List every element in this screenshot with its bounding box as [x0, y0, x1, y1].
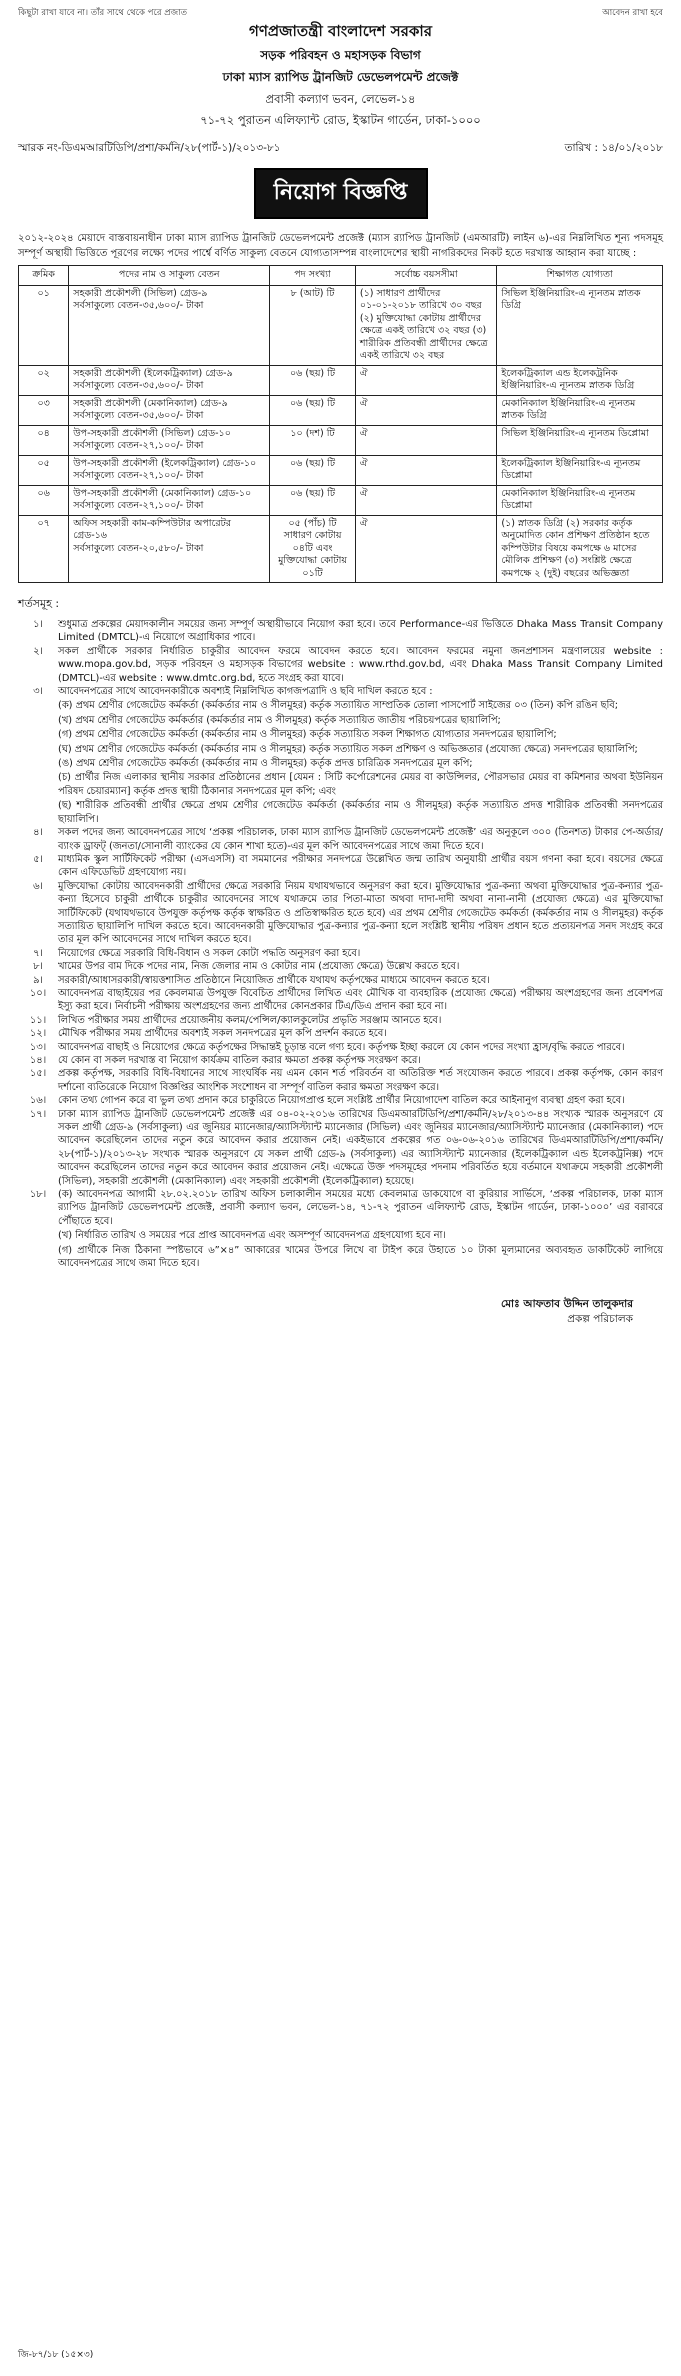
post-name: উপ-সহকারী প্রকৌশলী (সিভিল) গ্রেড-১০ [73, 427, 231, 439]
post-salary: সর্বসাকুল্যে বেতন-৩৫,৬০০/- টাকা [73, 410, 204, 421]
table-row [19, 425, 663, 455]
condition-number [18, 728, 58, 741]
condition-text: (চ) প্রার্থীর নিজ এলাকার স্থানীয় সরকার প্রতিষ্ঠানের প্রধান [যেমন : সিটি কর্পোরেশনের মেয়র বা কাউন্সিলর, পৌরসভার মেয়র বা কমিশনার অথবা ইউনিয়ন পরিষদ চেয়ারম্যান] কর্তৃক প্রদত্ত স্থায়ী ঠিকানার সনদপত্রের মূল কপি; এবং [58, 772, 663, 797]
age-cell [355, 485, 497, 515]
condition-text: (ঘ) প্রথম শ্রেণীর গেজেটেড কর্মকর্তা (কর্মকর্তার নাম ও সীলমুহর) কর্তৃক সত্যায়িত সকল প্রশিক্ষণ ও অভিজ্ঞতার (প্রযোজ্য ক্ষেত্রে) সনদপত্রের ছায়ালিপি; [58, 743, 638, 755]
age-cell [355, 395, 497, 425]
post-count: ৮ (আট) টি [290, 287, 335, 299]
condition-number: ৭। [33, 947, 43, 959]
age-limit: ঐ [359, 487, 368, 499]
post-count: ১০ (দশ) টি [290, 427, 335, 439]
condition-number: ১৮। [29, 1189, 47, 1201]
address: ৭১-৭২ পুরাতন এলিফ্যান্ট রোড, ইস্কাটন গার্ডেন, ঢাকা-১০০০ [200, 113, 481, 127]
qualification-cell [497, 515, 663, 583]
post-count: ০৬ (ছয়) টি [289, 367, 336, 379]
qualification: ইলেকট্রিক্যাল ইঞ্জিনিয়ারিং-এ ন্যূনতম ডিপ্লোমা [501, 457, 641, 481]
condition-item [18, 618, 663, 645]
condition-text: সরকারী/আধাসরকারী/স্বায়ত্তশাসিত প্রতিষ্ঠানে নিয়োজিত প্রার্থীকে যথাযথ কর্তৃপক্ষের মাধ্যমে আবেদন করতে হবে। [58, 974, 490, 986]
count-cell [270, 455, 356, 485]
page-title: নিয়োগ বিজ্ঞপ্তি [254, 168, 428, 219]
condition-text: খামের উপর বাম দিকে পদের নাম, নিজ জেলার নাম ও কোটার নাম (প্রযোজ্য ক্ষেত্রে) উল্লেখ করতে হবে। [58, 961, 460, 973]
condition-item [18, 1188, 663, 1228]
condition-text: শুধুমাত্র প্রকল্পের মেয়াদকালীন সময়ের জন্য সম্পূর্ণ অস্থায়ীভাবে নিয়োগ করা হবে। তবে Performance-এর ভিত্তিতে Dhaka Mass Transit Company Limited (DMTCL)-এ নিয়োগে অগ্রাধিকার পাবে। [58, 619, 663, 644]
age-limit: ঐ [359, 427, 368, 439]
condition-item [18, 757, 663, 770]
serial-cell [19, 485, 69, 515]
qualification: সিভিল ইঞ্জিনিয়ারিং-এ ন্যূনতম ডিপ্লোমা [501, 427, 649, 439]
post-cell [69, 455, 270, 485]
condition-number: ১৩। [29, 1041, 47, 1053]
building-name: প্রবাসী কল্যাণ ভবন, লেভেল-১৪ [265, 92, 416, 106]
post-name: সহকারী প্রকৌশলী (সিভিল) গ্রেড-৯ [73, 287, 208, 299]
post-salary: সর্বসাকুল্যে বেতন-২৭,১০০/- টাকা [73, 500, 204, 511]
condition-item [18, 853, 663, 880]
qualification: ইলেকট্রিক্যাল এন্ড ইলেকট্রনিক ইঞ্জিনিয়ারিং-এ ন্যূনতম স্নাতক ডিগ্রি [501, 367, 635, 391]
post-name: সহকারী প্রকৌশলী (ইলেকট্রিক্যাল) গ্রেড-৯ [73, 367, 233, 379]
qualification: মেকানিক্যাল ইঞ্জিনিয়ারিং-এ ন্যূনতম স্নাতক ডিগ্রি [501, 397, 636, 421]
post-count: ০৬ (ছয়) টি [289, 457, 336, 469]
serial-cell [19, 455, 69, 485]
project-name: ঢাকা ম্যাস র‍্যাপিড ট্রানজিট ডেভেলপমেন্ট প্রজেক্ট [222, 70, 459, 84]
column-header: ক্রমিক [19, 266, 69, 286]
qualification-cell [497, 455, 663, 485]
qualification: সিভিল ইঞ্জিনিয়ারিং-এ ন্যূনতম স্নাতক ডিগ্রি [501, 287, 641, 311]
age-limit: ঐ [359, 517, 368, 529]
column-header: শিক্ষাগত যোগ্যতা [497, 266, 663, 286]
serial-text: ০১ [37, 287, 50, 299]
top-cut-strip [18, 6, 663, 18]
post-cell [69, 395, 270, 425]
count-cell [270, 515, 356, 583]
table-row [19, 365, 663, 395]
condition-item [18, 728, 663, 741]
serial-text: ০৭ [37, 517, 50, 529]
table-header-row [19, 266, 663, 286]
count-cell [270, 285, 356, 365]
condition-text: যে কোন বা সকল দরখাস্ত বা নিয়োগ কার্যক্রম বাতিল করার ক্ষমতা প্রকল্প কর্তৃপক্ষ সংরক্ষণ করে। [58, 1055, 421, 1066]
qualification-cell [497, 395, 663, 425]
age-limit: (১) সাধারণ প্রার্থীদের ০১-০১-২০১৮ তারিখে ৩০ বছর (২) মুক্তিযোদ্ধা কোটায় প্রার্থীদের ক্ষেত্রে একই তারিখে ৩২ বছর (৩) শারীরিক প্রতিবন্ধী প্রার্থীদের ক্ষেত্রে একই তারিখে ৩২ বছর [359, 287, 488, 361]
condition-number: ৫। [33, 853, 43, 865]
post-cell [69, 365, 270, 395]
count-cell [270, 485, 356, 515]
serial-cell [19, 515, 69, 583]
condition-item [18, 987, 663, 1014]
condition-number: ১৫। [29, 1068, 47, 1080]
condition-item [18, 1067, 663, 1094]
condition-item [18, 645, 663, 685]
post-salary: সর্বসাকুল্যে বেতন-৩৫,৬০০/- টাকা [73, 380, 204, 391]
condition-item [18, 1054, 663, 1067]
condition-number [18, 714, 58, 727]
serial-cell [19, 395, 69, 425]
condition-item [18, 685, 663, 698]
age-limit: ঐ [359, 397, 368, 409]
condition-item [18, 1094, 663, 1107]
condition-number: ১৪। [29, 1055, 47, 1066]
header [18, 20, 663, 131]
age-cell [355, 365, 497, 395]
condition-number: ১১। [29, 1014, 47, 1026]
intro-paragraph: ২০১২-২০২৪ মেয়াদে বাস্তবায়নাধীন ঢাকা ম্যাস র‍্যাপিড ট্রানজিট ডেভেলপমেন্ট প্রজেক্ট (ম্যাস র‍্যাপিড ট্রানজিট (এমআরটি) লাইন ৬)-এর নিম্নলিখিত শূন্য পদসমূহ সম্পূর্ণ অস্থায়ী ভিত্তিতে পূরণের লক্ষ্যে পদের পার্শ্বে বর্ণিত সাকুল্য বেতনে যোগ্যতাসম্পন্ন বাংলাদেশের স্থায়ী নাগরিকদের নিকট হতে দরখাস্ত আহ্বান করা যাচ্ছে : [18, 233, 663, 259]
signatory-designation: প্রকল্প পরিচালক [567, 1312, 633, 1325]
condition-number: ১২। [29, 1028, 47, 1040]
post-cell [69, 485, 270, 515]
condition-item [18, 826, 663, 853]
table-row [19, 285, 663, 365]
serial-text: ০৪ [37, 427, 50, 439]
qualification-cell [497, 365, 663, 395]
post-name: উপ-সহকারী প্রকৌশলী (ইলেকট্রিক্যাল) গ্রেড-১০ [73, 457, 257, 469]
top-strip-right: আবেদন রাখা হবে [602, 8, 663, 18]
table-row [19, 485, 663, 515]
age-limit: ঐ [359, 457, 368, 469]
condition-text: ঢাকা ম্যাস র‍্যাপিড ট্রানজিট ডেভেলপমেন্ট প্রজেক্ট এর ০৪-০২-২০১৬ তারিখের ডিএমআরটিডিপি/প্রশা/কর্মনি/২৮/২০১৩-৪৪ সংখ্যক স্মারক অনুসরণে যে সকল প্রার্থী গ্রেড-৯ (সর্বসাকুল্য) এর জুনিয়র ম্যানেজার/অ্যাসিস্ট্যান্ট ম্যানেজার (সিভিল) এবং জুনিয়র ম্যানেজার/অ্যাসিস্ট্যান্ট ম্যানেজার (মেকানিক্যাল) পদে আবেদন করেছিলেন তাদের নতুন করে আবেদন করার প্রয়োজন নেই। একইভাবে প্রকল্পের গত ০৬-০৬-২০১৬ তারিখের ডিএমআরটিডিপি/প্রশা/কর্মনি/২৮(পার্ট-১)/২০১৩-২৮ সংখ্যক স্মারক অনুসরণে যে সকল প্রার্থী গ্রেড-৯ (সর্বসাকুল্য) এর অ্যাসিস্ট্যান্ট ম্যানেজার (ইলেকট্রিক্যাল এন্ড ইলেকট্রনিক্স) পদে আবেদন করেছিলেন তাদের নতুন করে আবেদন করার প্রয়োজন নেই। এক্ষেত্রে উক্ত পদসমূহের পদনাম পরিবর্তিত হয়ে বর্তমানে যথাক্রমে সহকারী প্রকৌশলী (সিভিল), সহকারী প্রকৌশলী (মেকানিক্যাল) এবং সহকারী প্রকৌশলী (ইলেকট্রিক্যাল) হয়েছে। [58, 1108, 663, 1187]
condition-text: লিখিত পরীক্ষার সময় প্রার্থীদের প্রয়োজনীয় কলম/পেন্সিল/ক্যালকুলেটর প্রভৃতি সরঞ্জাম আনতে হবে। [58, 1014, 442, 1026]
condition-item [18, 1041, 663, 1054]
condition-text: আবেদনপত্রের সাথে আবেদনকারীকে অবশ্যই নিম্নলিখিত কাগজপত্রাদি ও ছবি দাখিল করতে হবে : [58, 686, 433, 698]
condition-text: (ছ) শারীরিক প্রতিবন্ধী প্রার্থীর ক্ষেত্রে প্রথম শ্রেণীর গেজেটেড কর্মকর্তা (কর্মকর্তার নাম ও সীলমুহর) কর্তৃক সত্যায়িত প্রদত্ত শারীরিক প্রতিবন্ধী সনদপত্রের ছায়ালিপি। [58, 800, 663, 825]
post-cell [69, 285, 270, 365]
condition-text: কোন তথ্য গোপন করে বা ভুল তথ্য প্রদান করে চাকুরিতে নিয়োগপ্রাপ্ত হলে সংশ্লিষ্ট প্রার্থীর নিয়োগাদেশ বাতিল করে আইনানুগ ব্যবস্থা গ্রহণ করা হবে। [58, 1095, 625, 1107]
condition-text: মাধ্যমিক স্কুল সার্টিফিকেট পরীক্ষা (এসএসসি) বা সমমানের পরীক্ষার সনদপত্রে উল্লেখিত জন্ম তারিখ অনুযায়ী প্রার্থীর বয়স গণনা করা হবে। বয়সের ক্ষেত্রে কোন এফিডেভিট গ্রহণযোগ্য নয়। [58, 853, 663, 879]
serial-text: ০৬ [37, 487, 50, 499]
condition-number: ৪। [33, 827, 43, 839]
table-row [19, 515, 663, 583]
condition-item [18, 1014, 663, 1027]
post-cell [69, 425, 270, 455]
serial-cell [19, 285, 69, 365]
condition-item [18, 699, 663, 712]
condition-item [18, 960, 663, 973]
condition-number [18, 743, 58, 756]
condition-number [18, 699, 58, 712]
condition-item [18, 799, 663, 826]
post-name: অফিস সহকারী কাম-কম্পিউটার অপারেটর গ্রেড-১৬ [73, 517, 231, 541]
post-count: ০৬ (ছয়) টি [289, 487, 336, 499]
condition-item [18, 743, 663, 756]
condition-text: প্রকল্প কর্তৃপক্ষ, সরকারি বিধি-বিধানের সাথে সাংঘর্ষিক নয় এমন কোন শর্ত পরিবর্তন বা অতিরিক্ত শর্ত সংযোজন করতে পারবে। প্রকল্প কর্তৃপক্ষ, কোন কারণ দর্শানো ব্যতিরেকে নিয়োগ বিজ্ঞপ্তির আংশিক সংশোধন বা সম্পূর্ণ বাতিল করার ক্ষমতা সংরক্ষণ করে। [58, 1068, 663, 1093]
condition-number: ৮। [33, 961, 43, 973]
condition-text: আবেদনপত্র বাছাই ও নিয়োগের ক্ষেত্রে কর্তৃপক্ষের সিদ্ধান্তই চূড়ান্ত বলে গণ্য হবে। কর্তৃপক্ষ ইচ্ছা করলে যে কোন পদের সংখ্যা হ্রাস/বৃদ্ধি করতে পারবে। [58, 1041, 625, 1053]
condition-number: ৯। [33, 974, 43, 986]
condition-number: ২। [33, 645, 43, 657]
qualification: (১) স্নাতক ডিগ্রি (২) সরকার কর্তৃক অনুমোদিত কোন প্রশিক্ষণ প্রতিষ্ঠান হতে কম্পিউটার বিষয়ে কমপক্ষে ৬ মাসের মৌলিক প্রশিক্ষণ (৩) সংশ্লিষ্ট ক্ষেত্রে কমপক্ষে ২ (দুই) বছরের অভিজ্ঞতা [501, 517, 650, 579]
table-body [19, 285, 663, 583]
table-row [19, 455, 663, 485]
post-cell [69, 515, 270, 583]
condition-item [18, 947, 663, 960]
footer-code: জি-৮৭/১৮ (১৫×৩) [18, 2350, 94, 2360]
age-cell [355, 455, 497, 485]
column-header: পদের নাম ও সাকুল্য বেতন [69, 266, 270, 286]
age-cell [355, 515, 497, 583]
condition-text: (ক) আবেদনপত্র আগামী ২৮.০২.২০১৮ তারিখ অফিস চলাকালীন সময়ের মধ্যে কেবলমাত্র ডাকযোগে বা কুরিয়ার সার্ভিসে, ‘প্রকল্প পরিচালক, ঢাকা ম্যাস র‍্যাপিড ট্রানজিট ডেভেলপমেন্ট প্রজেক্ট, প্রবাসী কল্যাণ ভবন, লেভেল-১৪, ৭১-৭২ পুরাতন এলিফ্যান্ট রোড, ইস্কাটন গার্ডেন, ঢাকা-১০০০’ এর বরাবরে পৌঁছাতে হবে। [58, 1189, 663, 1227]
condition-number [18, 1229, 58, 1242]
post-count: ০৫ (পাঁচ) টি সাধারণ কোটায় ০৪টি এবং মুক্তিযোদ্ধা কোটায় ০১টি [278, 517, 347, 579]
condition-text: সকল পদের জন্য আবেদনপত্রের সাথে ‘প্রকল্প পরিচালক, ঢাকা ম্যাস র‍্যাপিড ট্রানজিট ডেভেলপমেন্ট প্রজেক্ট’ এর অনুকূলে ৩০০ (তিনশত) টাকার পে-অর্ডার/ব্যাংক ড্রাফট্ (জনতা/সোনালী ব্যাংকের যে কোন শাখা হতে)-এর মূল কপি আবেদনপত্রের সাথে জমা দিতে হবে। [58, 827, 663, 852]
count-cell [270, 365, 356, 395]
qualification: মেকানিক্যাল ইঞ্জিনিয়ারিং-এ ন্যূনতম ডিপ্লোমা [501, 487, 636, 511]
condition-text: (খ) নির্ধারিত তারিখ ও সময়ের পরে প্রাপ্ত আবেদনপত্র এবং অসম্পূর্ণ আবেদনপত্র গ্রহণযোগ্য হবে না। [58, 1230, 446, 1242]
condition-text: মৌখিক পরীক্ষার সময় প্রার্থীদের অবশ্যই সকল সনদপত্রের মূল কপি প্রদর্শন করতে হবে। [58, 1028, 387, 1040]
serial-text: ০৩ [37, 397, 50, 409]
post-salary: সর্বসাকুল্যে বেতন-২০,৫৮০/- টাকা [73, 542, 204, 554]
condition-number [18, 1244, 58, 1271]
count-cell [270, 425, 356, 455]
condition-text: নিয়োগের ক্ষেত্রে সরকারি বিধি-বিধান ও সকল কোটা পদ্ধতি অনুসরণ করা হবে। [58, 947, 361, 959]
age-limit: ঐ [359, 367, 368, 379]
condition-text: সকল প্রার্থীকে সরকার নির্ধারিত চাকুরীর আবেদন ফরমে আবেদন করতে হবে। আবেদন ফরমের নমুনা জনপ্রশাসন মন্ত্রণালয়ের website : www.mopa.gov.bd, সড়ক পরিবহন ও মহাসড়ক বিভাগের website : www.rthd.gov.bd, এবং Dhaka Mass Transit Company Limited (DMTCL)-এর website : www.dmtc.org.bd, হতে সংগ্রহ করা যাবে। [58, 645, 663, 684]
condition-number: ১০। [29, 987, 47, 999]
condition-item [18, 714, 663, 727]
signature-block [18, 1297, 663, 1327]
condition-number: ৬। [33, 880, 43, 892]
condition-text: (গ) প্রথম শ্রেণীর গেজেটেড কর্মকর্তা (কর্মকর্তার নাম ও সীলমুহর) কর্তৃক সত্যায়িত সকল শিক্ষাগত যোগ্যতার সনদপত্রের ছায়ালিপি; [58, 729, 557, 741]
posts-table [18, 265, 663, 583]
memo-date: তারিখ : ১৪/০১/২০১৮ [564, 142, 663, 154]
age-cell [355, 285, 497, 365]
post-name: সহকারী প্রকৌশলী (মেকানিক্যাল) গ্রেড-৯ [73, 397, 228, 409]
conditions-title: শর্তসমূহ : [18, 597, 60, 610]
memo-line [18, 141, 663, 158]
serial-cell [19, 425, 69, 455]
condition-number: ১৬। [29, 1095, 47, 1107]
condition-number: ৩। [33, 686, 43, 698]
serial-cell [19, 365, 69, 395]
column-header: পদ সংখ্যা [270, 266, 356, 286]
condition-item [18, 1244, 663, 1271]
condition-number [18, 771, 58, 798]
condition-text: (ক) প্রথম শ্রেণীর গেজেটেড কর্মকর্তা (কর্মকর্তার নাম ও সীলমুহর) কর্তৃক সত্যায়িত সাম্প্রতিক তোলা পাসপোর্ট সাইজের ০৩ (তিন) কপি রঙিন ছবি; [58, 700, 619, 712]
serial-text: ০২ [37, 367, 50, 379]
post-name: উপ-সহকারী প্রকৌশলী (মেকানিক্যাল) গ্রেড-১০ [73, 487, 252, 499]
serial-text: ০৫ [37, 457, 50, 469]
memo-number: স্মারক নং-ডিএমআরটিডিপি/প্রশা/কর্মনি/২৮(পার্ট-১)/২০১৩-৮১ [18, 142, 281, 154]
condition-text: (গ) প্রার্থীকে নিজ ঠিকানা স্পষ্টভাবে ৬”×৪” আকারের খামের উপরে লিখে বা টাইপ করে উহাতে ১০ টাকা মূল্যমানের অব্যবহৃত ডাকটিকেট লাগিয়ে আবেদনপত্রের সাথে জমা দিতে হবে। [58, 1244, 663, 1270]
condition-number [18, 757, 58, 770]
post-count: ০৬ (ছয়) টি [289, 397, 336, 409]
post-salary: সর্বসাকুল্যে বেতন-৩৫,৬০০/- টাকা [73, 300, 204, 311]
post-salary: সর্বসাকুল্যে বেতন-২৭,১০০/- টাকা [73, 440, 204, 451]
condition-item [18, 1027, 663, 1040]
condition-item [18, 771, 663, 798]
count-cell [270, 395, 356, 425]
condition-text: আবেদনপত্র বাছাইয়ের পর কেবলমাত্র উপযুক্ত বিবেচিত প্রার্থীদের লিখিত এবং মৌখিক বা ব্যবহারিক (প্রযোজ্য ক্ষেত্রে) পরীক্ষায় অংশগ্রহণের জন্য প্রবেশপত্র ইস্যু করা হবে। নির্বাচনী পরীক্ষায় অংশগ্রহণের জন্য প্রার্থীদের কোনপ্রকার টিএ/ডিএ প্রদান করা হবে না। [58, 987, 663, 1013]
condition-text: (ঙ) প্রথম শ্রেণীর গেজেটেড কর্মকর্তা (কর্মকর্তার নাম ও সীলমুহর) কর্তৃক প্রদত্ত চারিত্রিক সনদপত্রের মূল কপি; [58, 758, 473, 770]
condition-number: ১। [33, 619, 43, 630]
condition-item [18, 1229, 663, 1242]
age-cell [355, 425, 497, 455]
condition-text: (খ) প্রথম শ্রেণীর গেজেটেড কর্মকর্তার (কর্মকর্তার নাম ও সীলমুহর) কর্তৃক সত্যায়িত জাতীয় পরিচয়পত্রের ছায়ালিপি; [58, 714, 501, 726]
post-salary: সর্বসাকুল্যে বেতন-২৭,১০০/- টাকা [73, 470, 204, 481]
division-name: সড়ক পরিবহন ও মহাসড়ক বিভাগ [260, 48, 421, 62]
condition-item [18, 1108, 663, 1188]
condition-number [18, 799, 58, 826]
government-name: গণপ্রজাতন্ত্রী বাংলাদেশ সরকার [249, 22, 432, 40]
column-header: সর্বোচ্চ বয়সসীমা [355, 266, 497, 286]
condition-item [18, 880, 663, 947]
qualification-cell [497, 285, 663, 365]
condition-item [18, 974, 663, 987]
top-strip-left: কিছুটা রাখা যাবে না। তাঁর সাথে থেকে পরে প্রজাত [18, 8, 188, 18]
table-row [19, 395, 663, 425]
condition-number: ১৭। [29, 1108, 47, 1120]
qualification-cell [497, 425, 663, 455]
conditions-list [18, 618, 663, 1271]
signatory-name: মোঃ আফতাব উদ্দিন তালুকদার [500, 1297, 633, 1310]
qualification-cell [497, 485, 663, 515]
condition-text: মুক্তিযোদ্ধা কোটায় আবেদনকারী প্রার্থীদের ক্ষেত্রে সরকারি নিয়ম যথাযথভাবে অনুসরণ করা হবে। মুক্তিযোদ্ধার পুত্র-কন্যা অথবা মুক্তিযোদ্ধার পুত্র-কন্যার পুত্র-কন্যা হিসেবে চাকুরী প্রার্থীকে চাকুরীর আবেদনের সাথে যথাক্রমে তার পিতা-মাতা অথবা দাদা-দাদী অথবা নানা-নানী (প্রযোজ্য ক্ষেত্রে) এর মুক্তিযোদ্ধা সার্টিফিকেট (যথাযথভাবে উপযুক্ত কর্তৃপক্ষ কর্তৃক স্বাক্ষরিত ও প্রতিস্বাক্ষরিত হতে হবে) এর প্রথম শ্রেণীর গেজেটেড কর্মকর্তা (কর্মকর্তার নাম ও সীলমুহর) কর্তৃক সত্যায়িত ছায়ালিপি দাখিল করতে হবে। আবেদনকারী মুক্তিযোদ্ধার পুত্র-কন্যার পুত্র-কন্যা হলে সংশ্লিষ্ট স্থানীয় পরিষদ প্রধান হতে প্রত্যয়নপত্র সনদ সংগ্রহ করে তার মূল কপি আবেদনের সাথে দাখিল করতে হবে। [58, 880, 663, 946]
